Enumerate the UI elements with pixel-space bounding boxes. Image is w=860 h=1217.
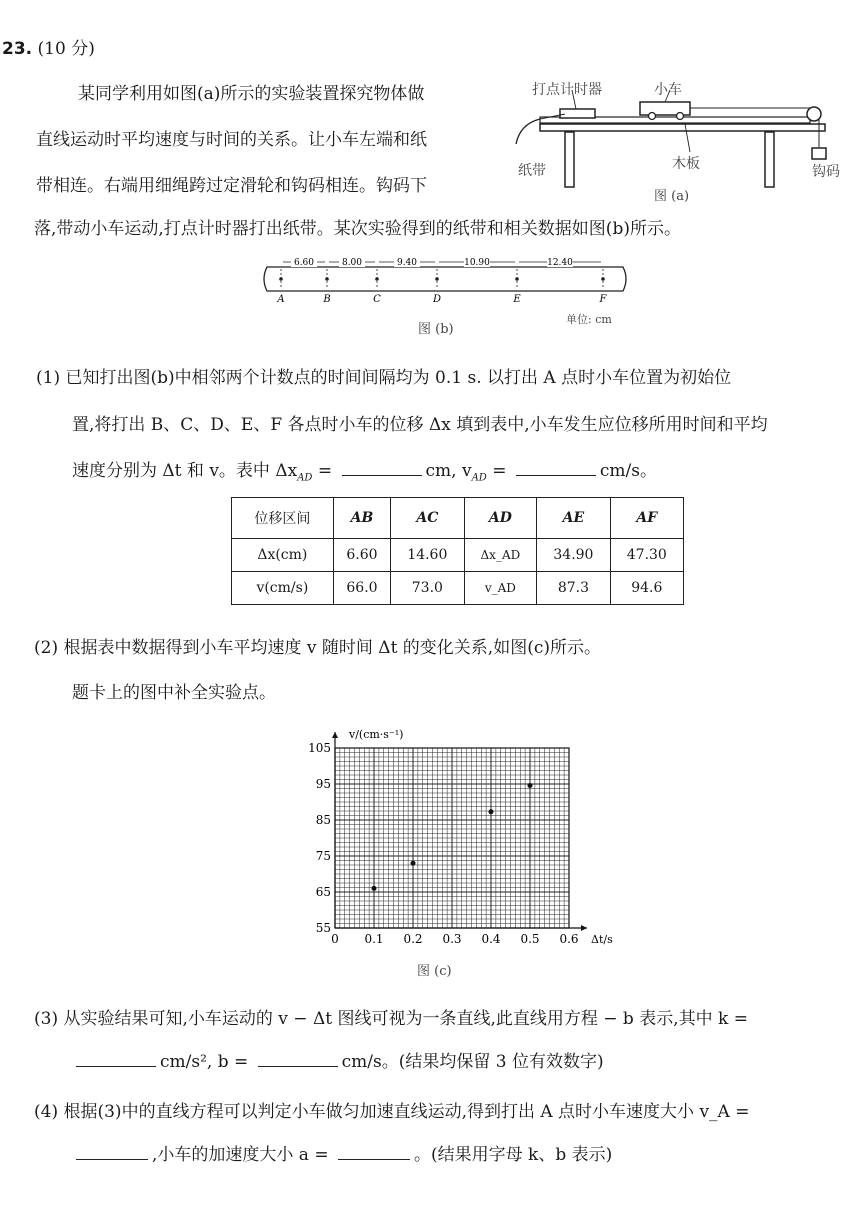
x-axis-arrow bbox=[581, 925, 587, 931]
x-tick-label: 0 bbox=[331, 932, 339, 946]
table-header-row bbox=[232, 498, 684, 539]
intro-line-3: 带相连。右端用细绳跨过定滑轮和钩码相连。钩码下 bbox=[36, 176, 427, 196]
table-cell: 14.60 bbox=[391, 538, 464, 571]
y-axis-label: v/(cm·s⁻¹) bbox=[349, 728, 404, 741]
y-tick-label: 85 bbox=[315, 813, 331, 827]
label-tape: 纸带 bbox=[518, 163, 546, 179]
table-row bbox=[232, 571, 684, 604]
table-header-cell: AC bbox=[391, 498, 464, 539]
part1-line-1: (1) 已知打出图(b)中相邻两个计数点的时间间隔均为 0.1 s. 以打出 A 点时小车位置为初始位 bbox=[36, 368, 732, 388]
table-cell: 66.0 bbox=[333, 571, 390, 604]
pulley bbox=[807, 107, 821, 121]
y-tick-label: 95 bbox=[315, 777, 331, 791]
table-header-cell: AF bbox=[610, 498, 683, 539]
table-header-cell: AD bbox=[464, 498, 537, 539]
data-point bbox=[411, 861, 416, 866]
segment-label: 12.40 bbox=[547, 258, 573, 268]
label-weight: 钩码 bbox=[812, 164, 840, 180]
table-header-cell: 位移区间 bbox=[232, 498, 334, 539]
answer-blank-va[interactable] bbox=[76, 1142, 148, 1160]
y-tick-label: 65 bbox=[315, 885, 331, 899]
y-axis-arrow bbox=[332, 732, 338, 738]
x-tick-label: 0.4 bbox=[481, 932, 501, 946]
figure-b-unit: 单位: cm bbox=[566, 313, 612, 326]
data-point bbox=[372, 886, 377, 891]
tape-dot bbox=[375, 277, 379, 281]
paper-tape bbox=[516, 119, 540, 144]
figure-b-tape bbox=[255, 255, 635, 310]
tape-outline bbox=[264, 267, 626, 291]
question-header bbox=[2, 34, 95, 59]
x-tick-label: 0.1 bbox=[364, 932, 384, 946]
part3-line-1: (3) 从实验结果可知,小车运动的 v − Δt 图线可视为一条直线,此直线用方程 − b 表示,其中 k = bbox=[34, 1009, 748, 1029]
x-tick-label: 0.2 bbox=[403, 932, 423, 946]
answer-blank-a[interactable] bbox=[338, 1142, 410, 1160]
tape-dot bbox=[601, 277, 605, 281]
data-table bbox=[231, 497, 684, 605]
hook-weight bbox=[812, 148, 826, 159]
part2-line-2: 题卡上的图中补全实验点。 bbox=[72, 683, 276, 703]
y-tick-label: 55 bbox=[315, 921, 331, 935]
tape-point-label: E bbox=[513, 294, 521, 305]
table-cell: 34.90 bbox=[537, 538, 610, 571]
segment-label: 6.60 bbox=[293, 258, 315, 268]
table-leg-right bbox=[765, 132, 774, 187]
x-tick-label: 0.5 bbox=[520, 932, 540, 946]
table-cell: 87.3 bbox=[537, 571, 610, 604]
tape-point-label: C bbox=[373, 294, 381, 305]
tape-point-label: B bbox=[323, 294, 331, 305]
car-wheel bbox=[677, 113, 684, 120]
part1-line-2: 置,将打出 B、C、D、E、F 各点时小车的位移 Δx 填到表中,小车发生应位移所用时间和平均 bbox=[72, 415, 768, 435]
table-row-label: v(cm/s) bbox=[232, 571, 334, 604]
answer-blank-b[interactable] bbox=[258, 1049, 338, 1067]
tape-point-label: D bbox=[432, 294, 442, 305]
part3-line-2: cm/s², b = cm/s。(结果均保留 3 位有效数字) bbox=[72, 1047, 604, 1072]
table-cell: Δx_AD bbox=[464, 538, 537, 571]
answer-blank-k[interactable] bbox=[76, 1049, 156, 1067]
label-board: 木板 bbox=[672, 156, 700, 172]
tape-dot bbox=[435, 277, 439, 281]
figure-c-chart[interactable] bbox=[290, 720, 630, 955]
tape-dot bbox=[515, 277, 519, 281]
table-cell: 6.60 bbox=[333, 538, 390, 571]
data-point bbox=[528, 783, 533, 788]
tape-point-label: F bbox=[599, 294, 607, 305]
x-axis-label: Δt/s bbox=[591, 933, 613, 946]
segment-label: 9.40 bbox=[396, 258, 418, 268]
label-car: 小车 bbox=[654, 82, 682, 98]
answer-blank-dx-ad[interactable] bbox=[342, 458, 422, 476]
segment-label: 8.00 bbox=[341, 258, 363, 268]
part2-line-1: (2) 根据表中数据得到小车平均速度 v 随时间 Δt 的变化关系,如图(c)所示。 bbox=[34, 638, 602, 658]
part1-line-3: 速度分别为 Δt 和 v。表中 $\Delta x_{AD}$ = cm, $v_{AD} = cm/s$。 bbox=[72, 456, 657, 483]
intro-line-1: 某同学利用如图(a)所示的实验装置探究物体做 bbox=[78, 84, 425, 104]
x-tick-label: 0.3 bbox=[442, 932, 462, 946]
table-cell: 73.0 bbox=[391, 571, 464, 604]
tape-dot bbox=[279, 277, 283, 281]
answer-blank-v-ad[interactable] bbox=[516, 458, 596, 476]
table-header-cell: AE bbox=[537, 498, 610, 539]
figure-c-caption: 图 (c) bbox=[417, 964, 452, 979]
intro-line-2: 直线运动时平均速度与时间的关系。让小车左端和纸 bbox=[36, 130, 427, 150]
part4-line-2: ,小车的加速度大小 a = 。(结果用字母 k、b 表示) bbox=[72, 1140, 612, 1165]
y-tick-label: 105 bbox=[308, 741, 331, 755]
part4-line-1: (4) 根据(3)中的直线方程可以判定小车做匀加速直线运动,得到打出 A 点时小车速度大小 v_A = bbox=[34, 1102, 750, 1122]
table-cell: v_AD bbox=[464, 571, 537, 604]
car-wheel bbox=[649, 113, 656, 120]
x-tick-label: 0.6 bbox=[559, 932, 579, 946]
tape-point-label: A bbox=[277, 294, 285, 305]
table-leg-left bbox=[565, 132, 574, 187]
timer-device bbox=[560, 109, 595, 118]
question-number: 23. bbox=[2, 39, 33, 59]
table-header-cell: AB bbox=[333, 498, 390, 539]
intro-line-4: 落,带动小车运动,打点计时器打出纸带。某次实验得到的纸带和相关数据如图(b)所示。 bbox=[34, 219, 681, 239]
segment-label: 10.90 bbox=[464, 258, 490, 268]
question-score: (10 分) bbox=[37, 39, 95, 59]
figure-a-caption: 图 (a) bbox=[654, 189, 690, 204]
label-timer: 打点计时器 bbox=[532, 82, 602, 98]
table-cell: 94.6 bbox=[610, 571, 683, 604]
table-row bbox=[232, 538, 684, 571]
data-point bbox=[489, 809, 494, 814]
table-top bbox=[540, 124, 825, 131]
y-tick-label: 75 bbox=[315, 849, 331, 863]
table-row-label: Δx(cm) bbox=[232, 538, 334, 571]
table-cell: 47.30 bbox=[610, 538, 683, 571]
figure-b-caption: 图 (b) bbox=[418, 322, 454, 337]
tape-dot bbox=[325, 277, 329, 281]
